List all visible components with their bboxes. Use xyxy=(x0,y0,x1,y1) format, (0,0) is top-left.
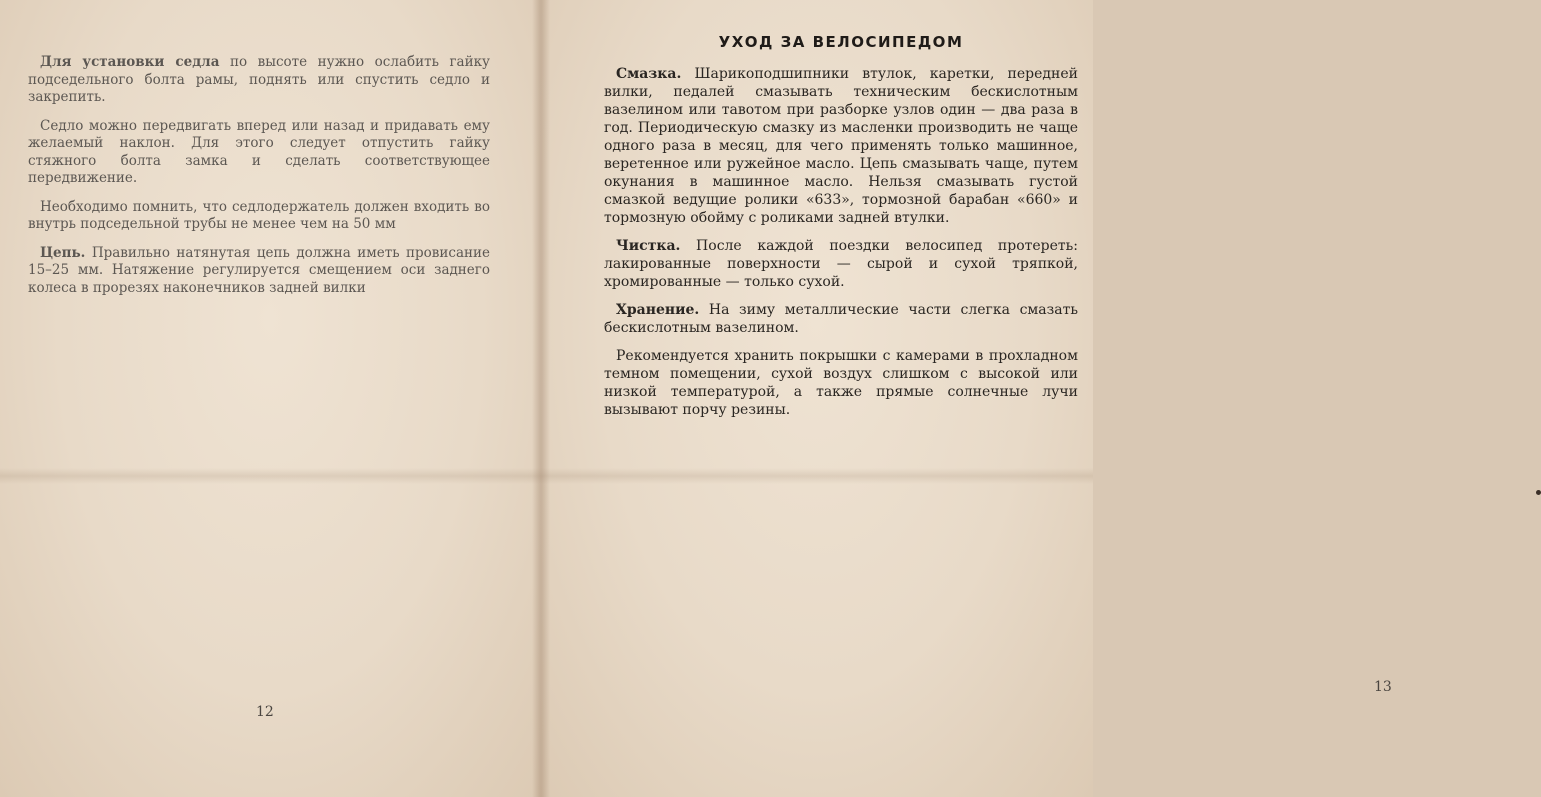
paragraph-tire-storage xyxy=(604,347,1078,419)
page-title: УХОД ЗА ВЕЛОСИПЕДОМ xyxy=(718,33,964,51)
paragraph-seatpost-depth xyxy=(28,199,490,234)
book-gutter xyxy=(532,0,550,797)
page-number-right: 13 xyxy=(1374,679,1392,695)
left-page xyxy=(0,0,540,797)
paragraph-body: Необходимо помнить, что седлодержатель должен входить во внутрь подседельной трубы не менее чем на 50 мм xyxy=(28,198,490,232)
paragraph-lead: Хранение. xyxy=(616,302,700,318)
paragraph-lead: Смазка. xyxy=(616,66,682,82)
paragraph-saddle-tilt xyxy=(28,118,490,188)
left-page-text xyxy=(28,54,490,308)
paragraph-chain xyxy=(28,245,490,298)
paragraph-body: Рекомендуется хранить покрышки с камерами в прохладном темном помещении, сухой воздух слишком с высокой или низкой температурой, а также прямые солнечные лучи вызывают порчу резины. xyxy=(604,348,1078,418)
paragraph-body: После каждой поездки велосипед протереть: лакированные поверхности — сырой и сухой тряпкой, хромированные — только сухой. xyxy=(604,238,1078,290)
right-page-text xyxy=(604,33,1078,429)
page-number-left: 12 xyxy=(256,704,274,720)
paragraph-cleaning xyxy=(604,237,1078,291)
paper-fold xyxy=(0,468,1093,484)
paragraph-body: Шарикоподшипники втулок, каретки, передней вилки, педалей смазывать техническим бескислотным вазелином или тавотом при разборке узлов один — два раза в год. Периодическую смазку из масленки производить не чаще одного раза в месяц, для чего применять только машинное, веретенное или ружейное масло. Цепь смазывать чаще, путем окунания в машинное масло. Нельзя смазывать густой смазкой ведущие ролики «633», тормозной барабан «660» и тормозную обойму с роликами задней втулки. xyxy=(604,66,1078,226)
paragraph-body: На зиму металлические части слегка смазать бескислотным вазелином. xyxy=(604,302,1078,336)
paragraph-storage xyxy=(604,301,1078,337)
paragraph-lead: Цепь. xyxy=(40,244,86,261)
paragraph-body: Правильно натянутая цепь должна иметь провисание 15–25 мм. Натяжение регулируется смещением оси заднего колеса в прорезях наконечников задней вилки xyxy=(28,244,490,296)
paragraph-body: по высоте нужно ослабить гайку подседельного болта рамы, поднять или спустить седло и закрепить. xyxy=(28,54,490,105)
paragraph-saddle-height xyxy=(28,54,490,107)
paragraph-body: Седло можно передвигать вперед или назад и придавать ему желаемый наклон. Для этого следует отпустить гайку стяжного болта замка и сделать соответствующее передвижение. xyxy=(28,117,490,186)
paragraph-lubrication xyxy=(604,65,1078,227)
paragraph-lead: Чистка. xyxy=(616,238,681,254)
paragraph-lead: Для установки седла xyxy=(40,54,220,70)
ink-spot xyxy=(1536,490,1541,495)
